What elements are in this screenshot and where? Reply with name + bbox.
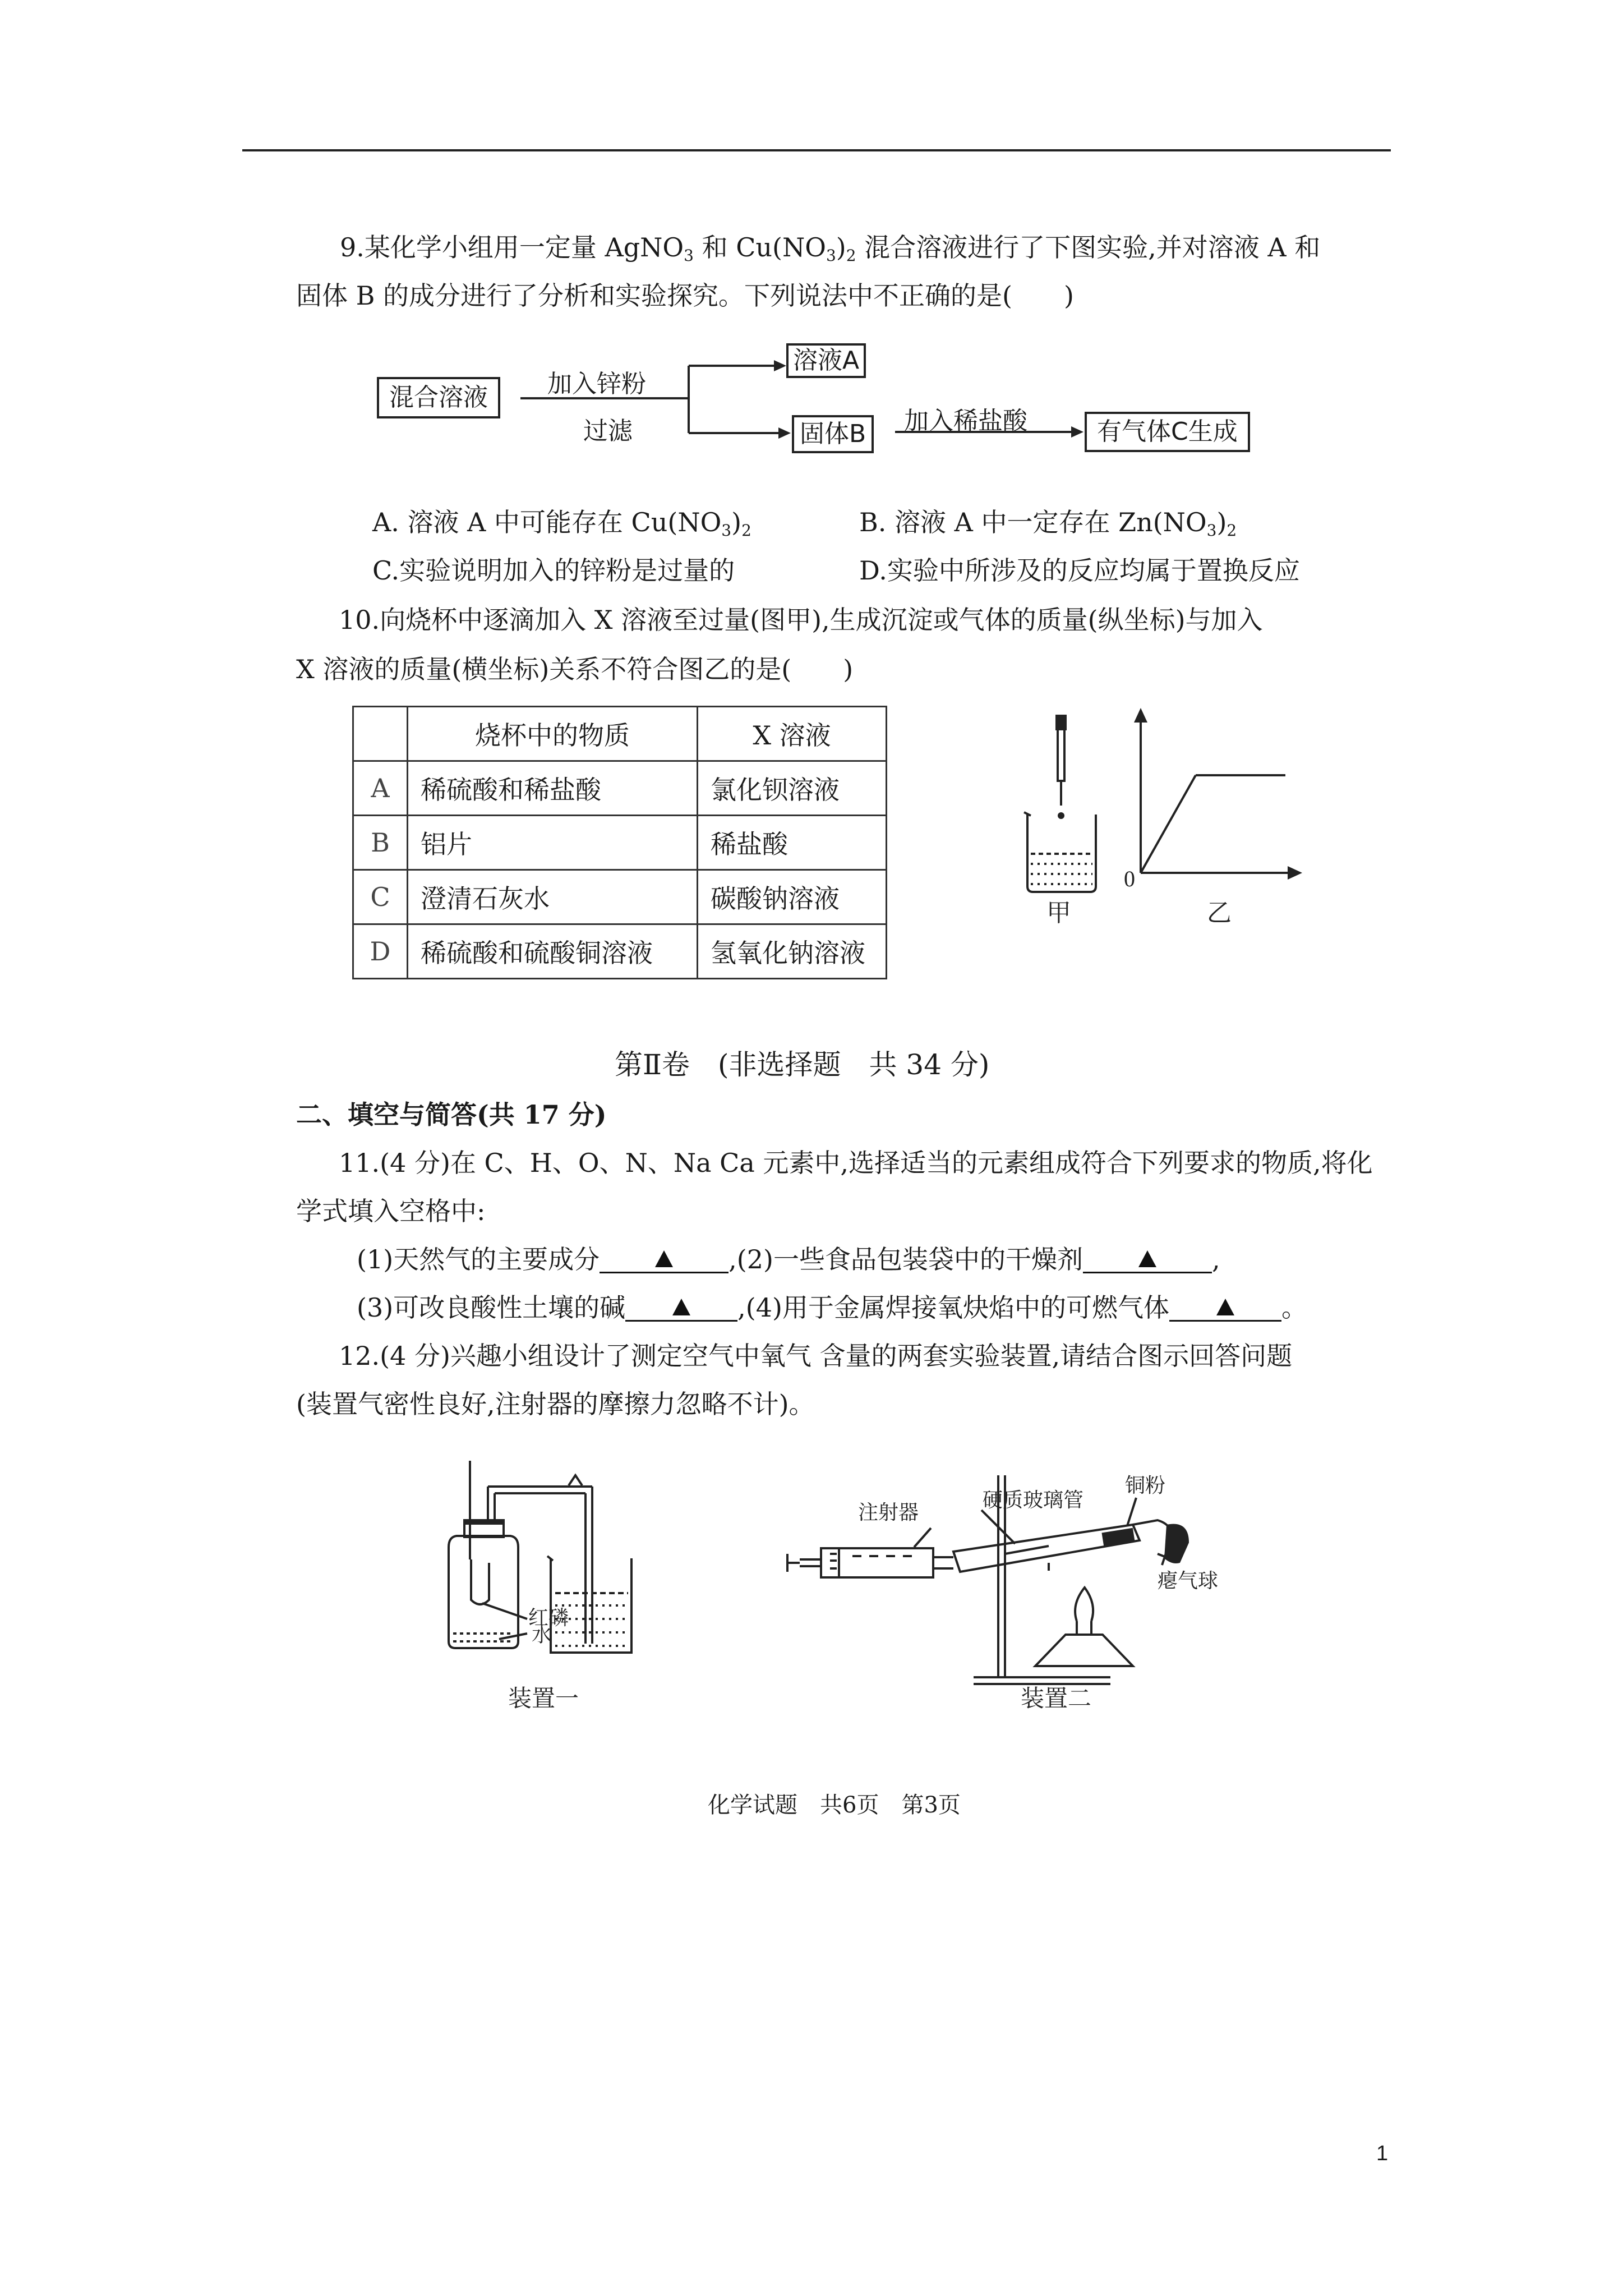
label-syringe: 注射器 xyxy=(858,1501,919,1524)
part2-title: 第Ⅱ卷 (非选择题 共 34 分) xyxy=(615,1048,990,1081)
q12-line2: (装置气密性良好,注射器的摩擦力忽略不计)。 xyxy=(296,1389,815,1419)
table-header-cell xyxy=(353,707,408,761)
table-cell: C xyxy=(353,870,408,924)
flow-arrows xyxy=(0,0,1623,505)
label-hard-glass-tube: 硬质玻璃管 xyxy=(983,1489,1084,1512)
q10-line1: 10.向烧杯中逐滴加入 X 溶液至过量(图甲),生成沉淀或气体的质量(纵坐标)与加入 xyxy=(339,605,1263,635)
answer-blank[interactable] xyxy=(600,1247,728,1273)
flow-label-filter: 过滤 xyxy=(583,417,633,445)
answer-blank[interactable] xyxy=(1169,1295,1281,1322)
flow-box-result: 有气体C生成 xyxy=(1085,412,1250,452)
q10-line2: X 溶液的质量(横坐标)关系不符合图乙的是( ) xyxy=(296,654,854,684)
table-cell: 稀盐酸 xyxy=(698,816,887,870)
table-cell: 铝片 xyxy=(408,816,698,870)
table-row xyxy=(353,816,887,870)
q9-option-a: A. 溶液 A 中可能存在 $Cu(NO_3)_2$ xyxy=(372,507,751,540)
q11-line2: 学式填入空格中: xyxy=(296,1196,486,1226)
flow-box-solution-a: 溶液A xyxy=(786,343,866,378)
graph-yi xyxy=(1141,718,1292,873)
triangle-marker-icon xyxy=(1216,1299,1234,1315)
answer-blank[interactable] xyxy=(625,1295,737,1322)
q12-line1: 12.(4 分)兴趣小组设计了测定空气中氧气 含量的两套实验装置,请结合图示回答问题 xyxy=(339,1341,1293,1371)
label-red-phosphorus: 红磷 xyxy=(528,1607,569,1630)
page-footer: 化学试题 共6页 第3页 xyxy=(708,1792,961,1818)
table-cell: 稀硫酸和硫酸铜溶液 xyxy=(408,924,698,979)
q9-option-c: C.实验说明加入的锌粉是过量的 xyxy=(372,555,735,586)
table-header-cell: X 溶液 xyxy=(698,707,887,761)
figure-jia-caption: 甲 xyxy=(1046,899,1071,927)
graph-origin-label: 0 xyxy=(1124,866,1135,891)
table-cell: 稀硫酸和稀盐酸 xyxy=(408,761,698,816)
table-cell: A xyxy=(353,761,408,816)
dropper-beaker-figure xyxy=(1024,716,1096,892)
answer-blank[interactable] xyxy=(1083,1247,1212,1273)
table-cell: B xyxy=(353,816,408,870)
apparatus-two xyxy=(785,1453,1245,1711)
table-cell: D xyxy=(353,924,408,979)
label-deflated-balloon: 瘪气球 xyxy=(1158,1570,1219,1593)
graph-arrowheads xyxy=(1134,708,1302,880)
table-cell: 氯化钡溶液 xyxy=(698,761,887,816)
table-cell: 氢氧化钠溶液 xyxy=(698,924,887,979)
table-row xyxy=(353,761,887,816)
table-cell: 澄清石灰水 xyxy=(408,870,698,924)
triangle-marker-icon xyxy=(672,1299,690,1315)
triangle-marker-icon xyxy=(1138,1250,1156,1267)
table-row xyxy=(353,924,887,979)
table-cell: 碳酸钠溶液 xyxy=(698,870,887,924)
label-water: 水 xyxy=(532,1623,552,1646)
flow-box-solid-b: 固体B xyxy=(792,415,874,453)
apparatus-one xyxy=(432,1453,723,1711)
q9-option-d: D.实验中所涉及的反应均属于置换反应 xyxy=(859,555,1300,586)
q10-figures xyxy=(998,696,1312,931)
table-header-row xyxy=(353,707,887,761)
flow-label-add-zinc: 加入锌粉 xyxy=(547,370,646,398)
flow-label-add-hcl: 加入稀盐酸 xyxy=(904,407,1027,435)
apparatus-one-caption: 装置一 xyxy=(508,1685,579,1711)
table-row xyxy=(353,870,887,924)
flow-box-mix: 混合溶液 xyxy=(377,377,500,418)
q9-option-b: B. 溶液 A 中一定存在 $Zn(NO_3)_2$ xyxy=(859,507,1237,540)
q10-table xyxy=(352,706,887,979)
q9-line1: 9.某化学小组用一定量 AgNO$_3$ 和 $Cu(NO_3)_2$ 混合溶液进行了下图实验,并对溶液 A 和 xyxy=(340,232,1321,265)
q11-line1: 11.(4 分)在 C、H、O、N、Na Ca 元素中,选择适当的元素组成符合下列要求的物质,将化 xyxy=(339,1148,1373,1178)
figure-yi-caption: 乙 xyxy=(1207,899,1232,927)
q11-items-row1: (1)天然气的主要成分 ,(2)一些食品包装袋中的干燥剂 , xyxy=(357,1244,1220,1274)
q9-line2: 固体 B 的成分进行了分析和实验探究。下列说法中不正确的是( ) xyxy=(296,280,1074,311)
apparatus-two-caption: 装置二 xyxy=(1021,1685,1092,1711)
page-number: 1 xyxy=(1376,2142,1389,2165)
triangle-marker-icon xyxy=(655,1250,673,1267)
section-heading: 二、填空与简答(共 17 分) xyxy=(296,1099,607,1130)
label-copper-powder: 铜粉 xyxy=(1125,1474,1166,1497)
q11-items-row2: (3)可改良酸性土壤的碱 ,(4)用于金属焊接氧炔焰中的可燃气体 。 xyxy=(357,1292,1307,1323)
table-header-cell: 烧杯中的物质 xyxy=(408,707,698,761)
